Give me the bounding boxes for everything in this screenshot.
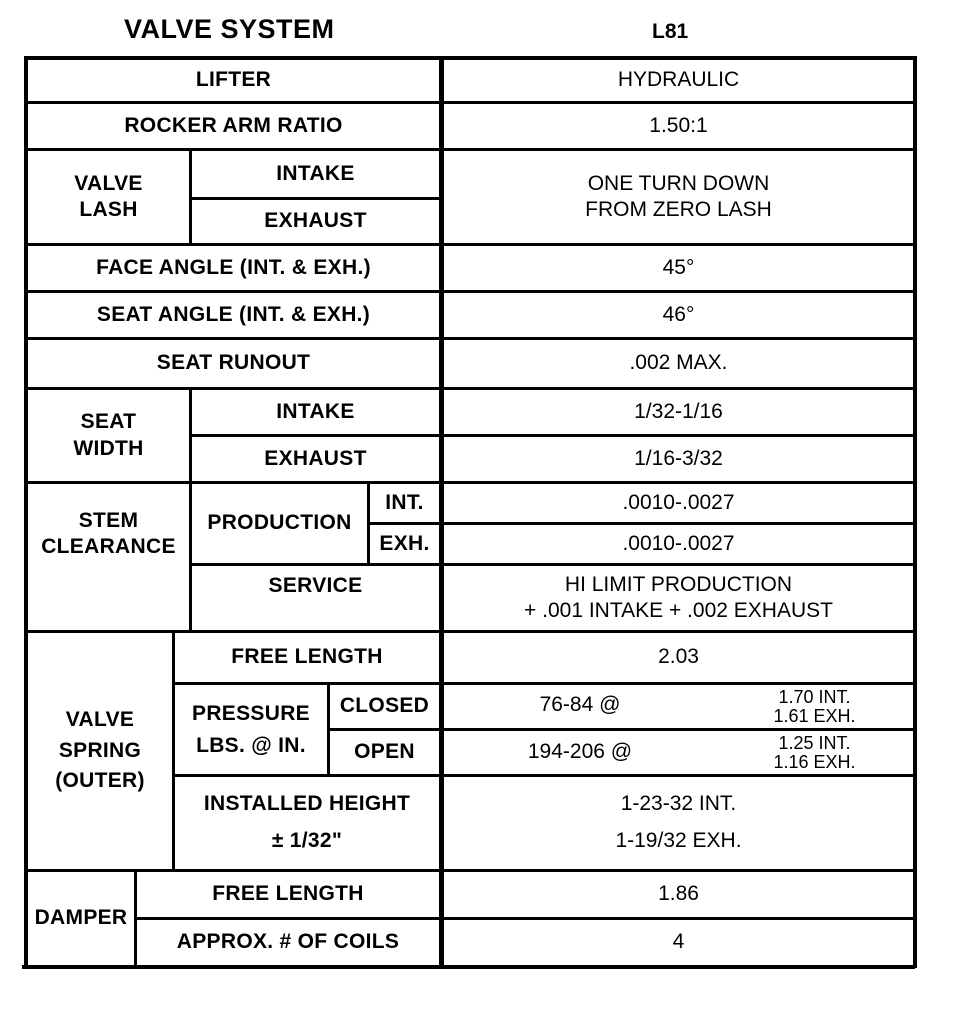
face-angle-value: 45° [662, 255, 695, 279]
damper-label: DAMPER [34, 906, 128, 930]
open-int-height: 1.25 INT. [778, 732, 851, 753]
damper-free-length-value: 1.86 [658, 882, 699, 906]
table-border-right [913, 56, 917, 968]
stem-clearance-label [28, 484, 189, 630]
production-label: PRODUCTION [207, 511, 352, 535]
rocker-arm-ratio-label: ROCKER ARM RATIO [124, 113, 343, 137]
pressure-label-line2: LBS. @ IN. [196, 733, 306, 757]
valve-lash-label-line1: VALVE [74, 171, 143, 195]
seat-runout-value: .002 MAX. [629, 351, 728, 375]
seat-width-exhaust-value: 1/16-3/32 [634, 446, 723, 470]
valve-spring-label-line1: VALVE [65, 708, 135, 732]
closed-heights [716, 685, 913, 728]
damper-free-length-label: FREE LENGTH [212, 882, 364, 906]
spring-free-length-value: 2.03 [658, 645, 699, 669]
valve-lash-value-line1: ONE TURN DOWN [587, 171, 770, 195]
valve-spring-label-line3: (OUTER) [55, 769, 145, 793]
spring-free-length-label: FREE LENGTH [231, 645, 383, 669]
closed-value: 76-84 @ [539, 692, 621, 716]
page-title: VALVE SYSTEM [124, 14, 335, 44]
seat-width-intake-value: 1/32-1/16 [634, 399, 723, 423]
seat-angle-value: 46° [662, 302, 695, 326]
open-label: OPEN [354, 740, 415, 764]
service-value-line1: HI LIMIT PRODUCTION [564, 572, 793, 596]
stem-int-value: .0010-.0027 [622, 490, 735, 514]
stem-exh-label: EXH. [379, 531, 430, 555]
closed-label: CLOSED [339, 694, 430, 718]
valve-lash-label [28, 151, 189, 243]
face-angle-label: FACE ANGLE (INT. & EXH.) [96, 255, 371, 279]
seat-width-label-line1: SEAT [80, 410, 137, 434]
valve-lash-value [444, 151, 913, 243]
open-value: 194-206 @ [527, 740, 633, 764]
pressure-label [175, 685, 327, 774]
engine-code: L81 [652, 20, 689, 43]
damper-coils-value: 4 [672, 930, 685, 954]
table-border-bottom [22, 965, 915, 969]
lifter-value: HYDRAULIC [617, 68, 740, 92]
stem-clearance-label-line1: STEM [78, 508, 139, 532]
lifter-label: LIFTER [195, 68, 272, 92]
service-value-line2: + .001 INTAKE + .002 EXHAUST [524, 599, 833, 622]
service-value [444, 566, 913, 630]
valve-lash-intake-label: INTAKE [276, 161, 355, 185]
open-heights [716, 731, 913, 774]
valve-lash-label-line2: LASH [79, 198, 138, 221]
stem-exh-value: .0010-.0027 [622, 531, 735, 555]
open-exh-height: 1.16 EXH. [773, 751, 856, 772]
installed-height-value [444, 777, 913, 869]
valve-lash-exhaust-label: EXHAUST [264, 209, 367, 233]
pressure-label-line1: PRESSURE [192, 702, 310, 725]
service-label: SERVICE [268, 573, 363, 597]
installed-height-label [175, 777, 439, 869]
installed-height-int: 1-23-32 INT. [620, 792, 737, 816]
valve-lash-value-line2: FROM ZERO LASH [585, 198, 772, 221]
installed-height-label-line1: INSTALLED HEIGHT [203, 792, 411, 816]
seat-width-label-line2: WIDTH [73, 436, 144, 460]
installed-height-exh: 1-19/32 EXH. [615, 829, 742, 852]
damper-coils-label: APPROX. # OF COILS [176, 930, 400, 954]
seat-width-label [28, 390, 189, 481]
seat-width-intake-label: INTAKE [276, 399, 355, 423]
stem-int-label: INT. [385, 490, 424, 514]
seat-runout-label: SEAT RUNOUT [156, 351, 311, 375]
seat-angle-label: SEAT ANGLE (INT. & EXH.) [96, 302, 371, 326]
valve-spring-label [28, 633, 172, 869]
installed-height-label-line2: ± 1/32" [271, 829, 343, 852]
stem-clearance-label-line2: CLEARANCE [41, 535, 176, 558]
rocker-arm-ratio-value: 1.50:1 [649, 113, 708, 137]
valve-spring-label-line2: SPRING [58, 738, 142, 762]
closed-exh-height: 1.61 EXH. [773, 705, 856, 726]
closed-int-height: 1.70 INT. [778, 686, 851, 707]
seat-width-exhaust-label: EXHAUST [264, 446, 367, 470]
